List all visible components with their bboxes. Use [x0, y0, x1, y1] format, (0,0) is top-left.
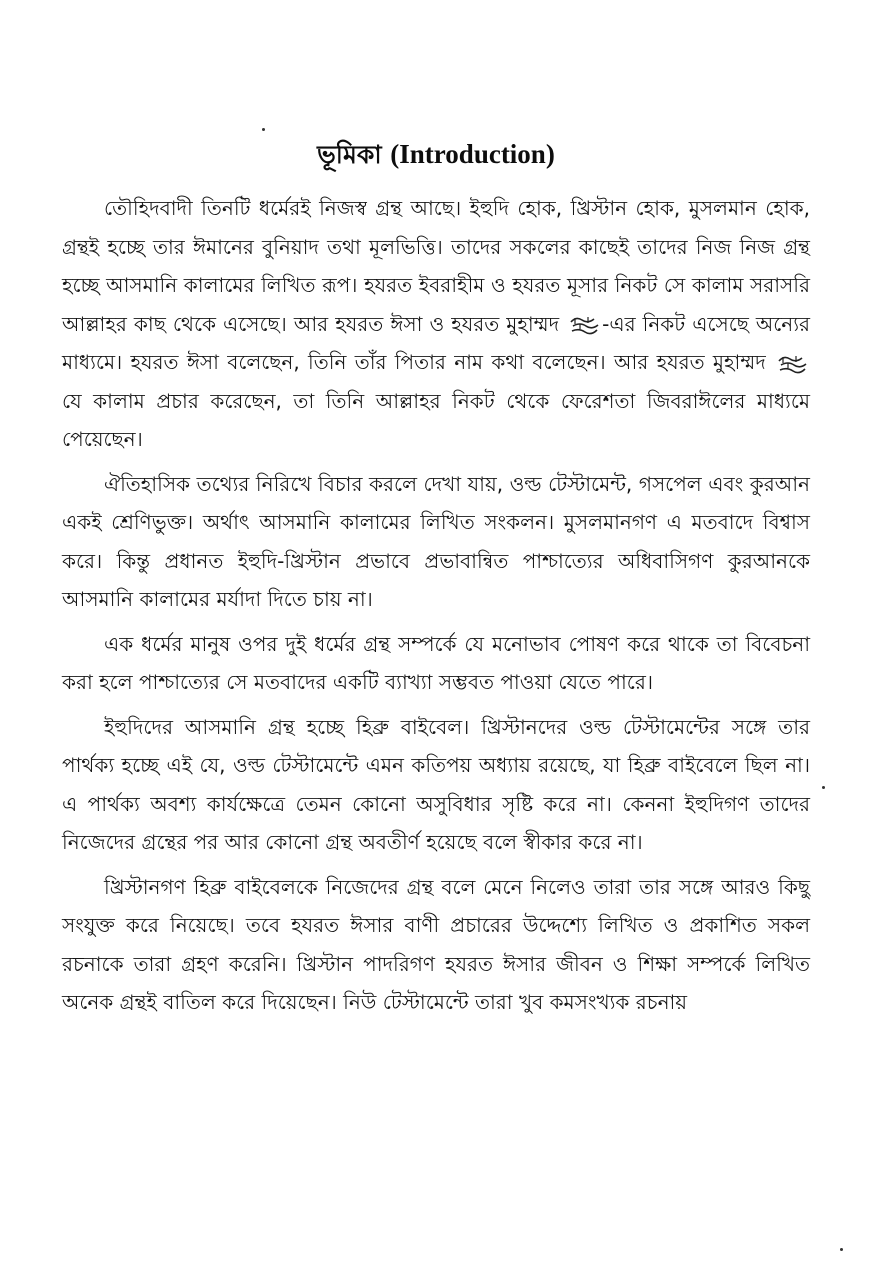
paragraph-1	[62, 189, 810, 459]
salawat-calligraphy-icon	[776, 353, 808, 375]
paragraph-1-part-3: যে কালাম প্রচার করেছেন, তা তিনি আল্লাহর নিকট থেকে ফেরেশতা জিবরাঈলের মাধ্যমে পেয়েছেন।	[62, 388, 810, 451]
scan-speck	[840, 1248, 843, 1251]
paragraph-4: ইহুদিদের আসমানি গ্রন্থ হচ্ছে হিব্রু বাইবেল। খ্রিস্টানদের ওল্ড টেস্টামেন্টের সঙ্গে তার পার্থক্য হচ্ছে এই যে, ওল্ড টেস্টামেন্টে এমন কতিপয় অধ্যায় রয়েছে, যা হিব্রু বাইবেলে ছিল না। এ পার্থক্য অবশ্য কার্যক্ষেত্রে তেমন কোনো অসুবিধার সৃষ্টি করে না। কেননা ইহুদিগণ তাদের নিজেদের গ্রন্থের পর আর কোনো গ্রন্থ অবতীর্ণ হয়েছে বলে স্বীকার করে না।	[62, 714, 810, 854]
scan-speck	[262, 128, 265, 131]
paragraph-1-part-1: তৌহিদবাদী তিনটি ধর্মেরই নিজস্ব গ্রন্থ আছে। ইহুদি হোক, খ্রিস্টান হোক, মুসলমান হোক, গ্রন্থই হচ্ছে তার ঈমানের বুনিয়াদ তথা মূলভিত্তি। তাদের সকলের কাছেই তাদের নিজ নিজ গ্রন্থ হচ্ছে আসমানি কালামের লিখিত রূপ। হযরত ইবরাহীম ও হযরত মূসার নিকট সে কালাম সরাসরি আল্লাহর কাছ থেকে এসেছে। আর হযরত ঈসা ও হযরত মুহাম্মদ	[62, 196, 810, 336]
paragraph-5: খ্রিস্টানগণ হিব্রু বাইবেলকে নিজেদের গ্রন্থ বলে মেনে নিলেও তারা তার সঙ্গে আরও কিছু সংযুক্ত করে নিয়েছে। তবে হযরত ঈসার বাণী প্রচারের উদ্দেশ্যে লিখিত ও প্রকাশিত সকল রচনাকে তারা গ্রহণ করেনি। খ্রিস্টান পাদরিগণ হযরত ঈসার জীবন ও শিক্ষা সম্পর্কে লিখিত অনেক গ্রন্থই বাতিল করে দিয়েছেন। নিউ টেস্টামেন্টে তারা খুব কমসংখ্যক রচনায়	[62, 874, 810, 1014]
salawat-calligraphy-icon	[568, 314, 600, 336]
title-english: (Introduction)	[390, 139, 555, 169]
title-bengali: ভূমিকা	[317, 140, 382, 169]
book-page	[62, 132, 810, 1028]
scan-speck	[822, 786, 825, 789]
paragraph-3: এক ধর্মের মানুষ ওপর দুই ধর্মের গ্রন্থ সম্পর্কে যে মনোভাব পোষণ করে থাকে তা বিবেচনা করা হলে পাশ্চাত্যের সে মতবাদের একটি ব্যাখ্যা সম্ভবত পাওয়া যেতে পারে।	[62, 631, 810, 694]
page-title	[62, 132, 810, 177]
paragraph-1-part-2: -এর নিকট এসেছে অন্যের মাধ্যমে। হযরত ঈসা বলেছেন, তিনি তাঁর পিতার নাম কথা বলেছেন। আর হযরত মুহাম্মদ	[62, 311, 810, 374]
paragraph-2: ঐতিহাসিক তথ্যের নিরিখে বিচার করলে দেখা যায়, ওল্ড টেস্টামেন্ট, গসপেল এবং কুরআন একই শ্রেণিভুক্ত। অর্থাৎ আসমানি কালামের লিখিত সংকলন। মুসলমানগণ এ মতবাদে বিশ্বাস করে। কিন্তু প্রধানত ইহুদি-খ্রিস্টান প্রভাবে প্রভাবান্বিত পাশ্চাত্যের অধিবাসিগণ কুরআনকে আসমানি কালামের মর্যাদা দিতে চায় না।	[62, 471, 810, 611]
